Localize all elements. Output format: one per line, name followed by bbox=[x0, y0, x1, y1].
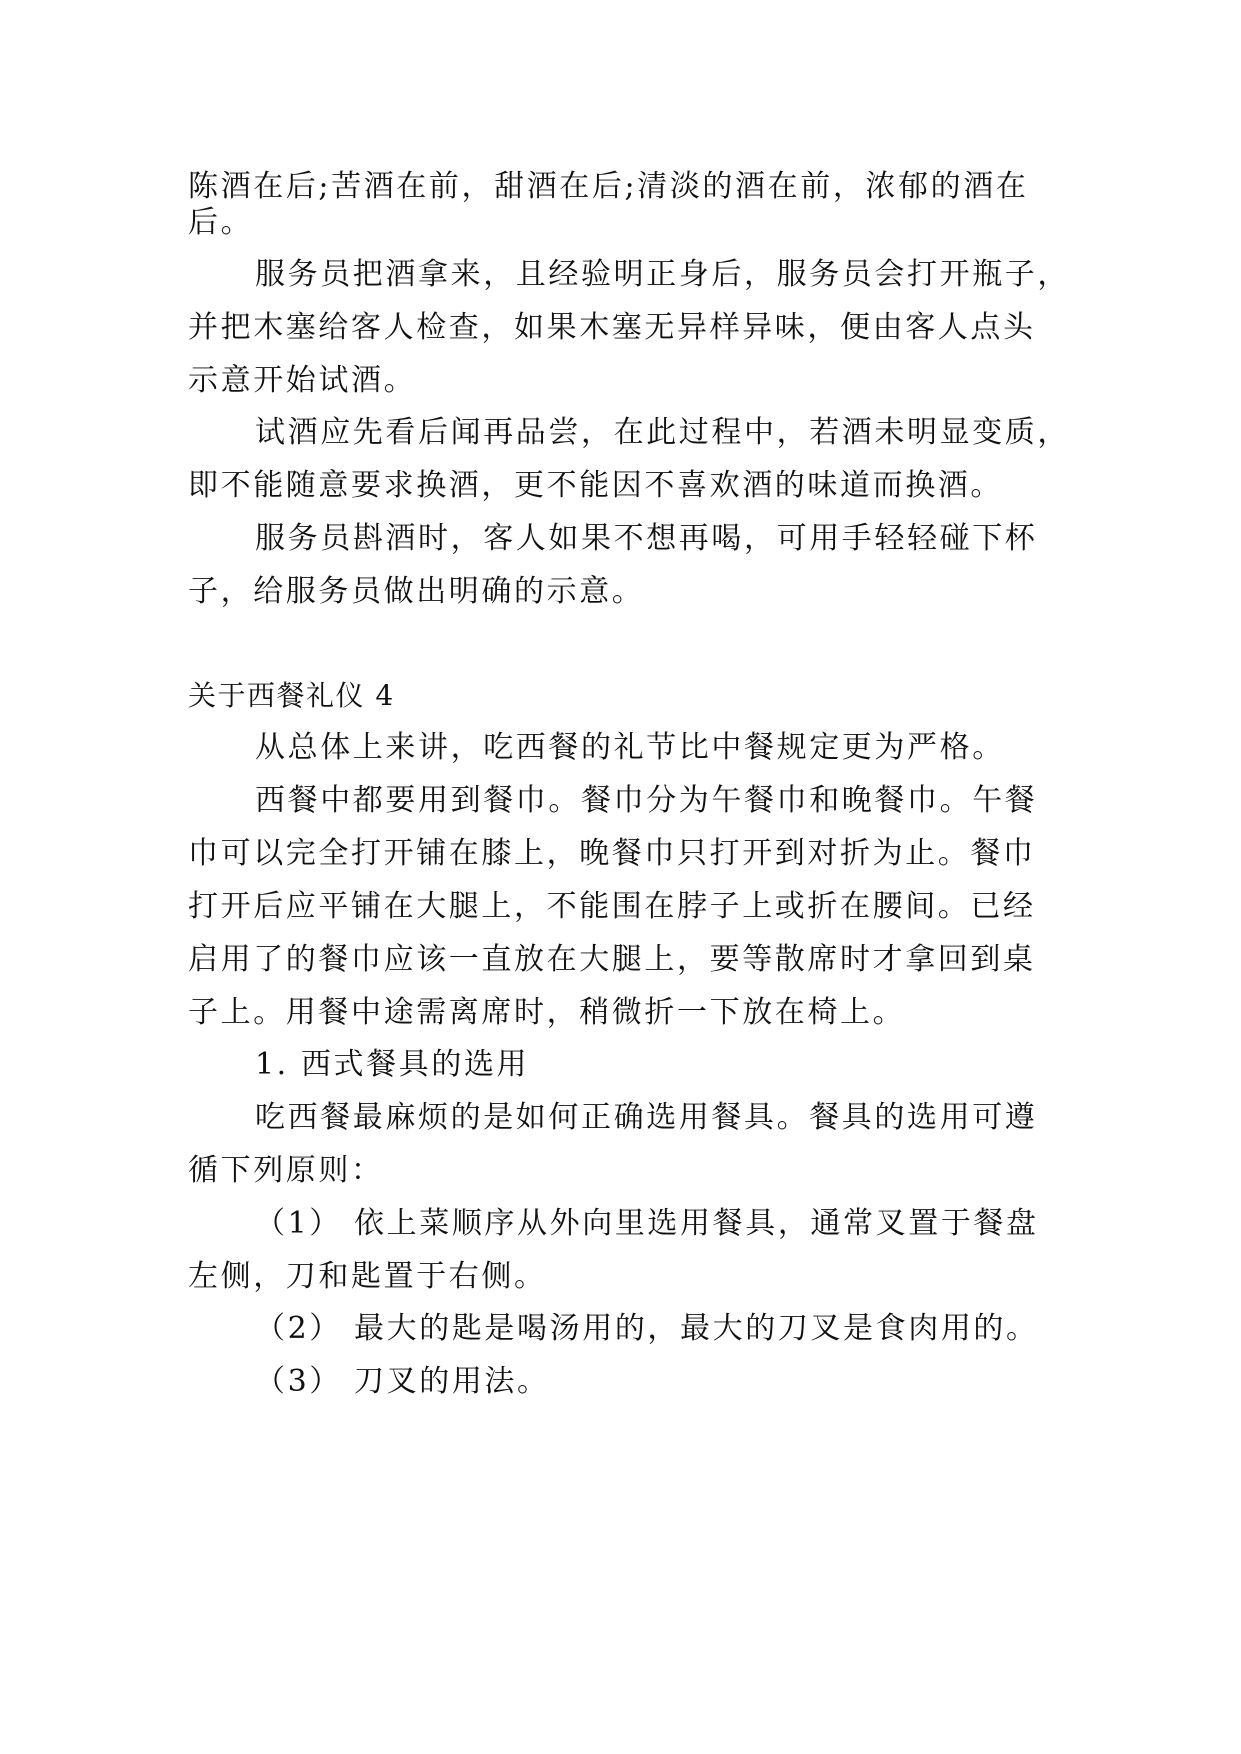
text-line: 从总体上来讲，吃西餐的礼节比中餐规定更为严格。 bbox=[255, 730, 1005, 765]
text-line: 子上。用餐中途需离席时，稍微折一下放在椅上。 bbox=[188, 995, 906, 1030]
text-line: 巾可以完全打开铺在膝上，晚餐巾只打开到对折为止。餐巾 bbox=[188, 836, 1036, 871]
text-line: 陈酒在后;苦酒在前，甜酒在后;清淡的酒在前，浓郁的酒在 bbox=[188, 169, 1029, 204]
text-line: 并把木塞给客人检查，如果木塞无异样异味，便由客人点头 bbox=[188, 310, 1036, 345]
text-line: 子，给服务员做出明确的示意。 bbox=[188, 574, 645, 609]
text-line: 吃西餐最麻烦的是如何正确选用餐具。餐具的选用可遵 bbox=[255, 1100, 1038, 1135]
section-heading: 关于西餐礼仪 4 bbox=[188, 679, 395, 712]
list-item: （3） 刀叉的用法。 bbox=[255, 1364, 550, 1399]
text-line: 循下列原则： bbox=[188, 1153, 384, 1188]
text-line: 服务员斟酒时，客人如果不想再喝，可用手轻轻碰下杯 bbox=[255, 521, 1038, 556]
text-line: 试酒应先看后闻再品尝，在此过程中，若酒未明显变质， bbox=[255, 415, 1070, 450]
text-line: 打开后应平铺在大腿上，不能围在脖子上或折在腰间。已经 bbox=[188, 889, 1036, 924]
text-line: 示意开始试酒。 bbox=[188, 363, 417, 398]
list-item: （2） 最大的匙是喝汤用的，最大的刀叉是食肉用的。 bbox=[255, 1311, 1039, 1346]
text-line: 西餐中都要用到餐巾。餐巾分为午餐巾和晚餐巾。午餐 bbox=[255, 783, 1038, 818]
list-item: （1） 依上菜顺序从外向里选用餐具，通常叉置于餐盘 bbox=[255, 1206, 1039, 1241]
text-line: 服务员把酒拿来，且经验明正身后，服务员会打开瓶子， bbox=[255, 257, 1070, 292]
text-line: 启用了的餐巾应该一直放在大腿上，要等散席时才拿回到桌 bbox=[188, 942, 1036, 977]
text-line: 左侧，刀和匙置于右侧。 bbox=[188, 1259, 547, 1294]
text-line: 即不能随意要求换酒，更不能因不喜欢酒的味道而换酒。 bbox=[188, 468, 1003, 503]
subheading: 1. 西式餐具的选用 bbox=[255, 1047, 530, 1082]
text-line: 后。 bbox=[188, 205, 254, 240]
